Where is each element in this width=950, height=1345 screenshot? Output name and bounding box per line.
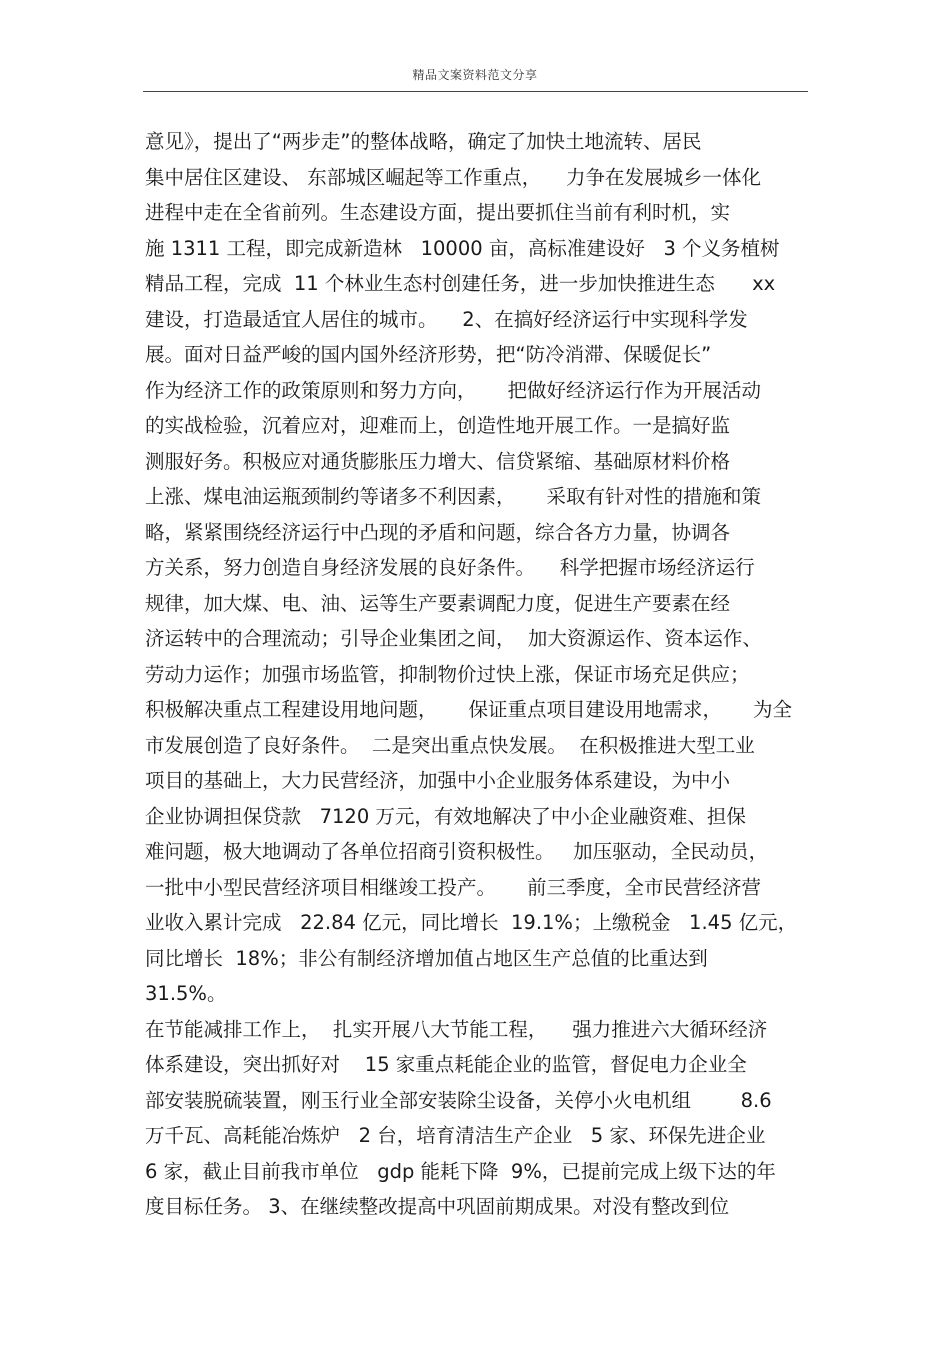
body-line: 在节能减排工作上， 扎实开展八大节能工程， 强力推进六大循环经济 <box>145 1017 768 1041</box>
body-line: 上涨、煤电油运瓶颈制约等诸多不利因素， 采取有针对性的措施和策 <box>145 485 761 508</box>
body-line: 31.5%。 <box>145 982 227 1005</box>
body-line: 建设，打造最适宜人居住的城市。 2、在搞好经济运行中实现科学发 <box>145 307 748 331</box>
body-line: 测服好务。积极应对通货膨胀压力增大、信贷紧缩、基础原材料价格 <box>145 449 731 473</box>
body-line: 规律，加大煤、电、油、运等生产要素调配力度，促进生产要素在经 <box>145 591 731 615</box>
header-divider <box>143 91 808 92</box>
body-line: 万千瓦、高耗能冶炼炉 2 台，培育清洁生产企业 5 家、环保先进企业 <box>145 1124 766 1147</box>
body-line: 劳动力运作；加强市场监管，抑制物价过快上涨，保证市场充足供应； <box>145 662 750 686</box>
body-line: 作为经济工作的政策原则和努力方向， 把做好经济运行作为开展活动 <box>145 378 761 402</box>
body-line: 市发展创造了良好条件。 二是突出重点快发展。 在积极推进大型工业 <box>145 733 755 757</box>
page-header: 精品文案资料范文分享 <box>412 68 538 82</box>
body-line: 业收入累计完成 22.84 亿元，同比增长 19.1%；上缴税金 1.45 亿元， <box>145 911 798 934</box>
body-line: 企业协调担保贷款 7120 万元，有效地解决了中小企业融资难、担保 <box>145 804 746 828</box>
body-line: 意见》，提出了“两步走”的整体战略，确定了加快土地流转、居民 <box>145 130 702 153</box>
body-line: 精品工程，完成 11 个林业生态村创建任务，进一步加快推进生态 xx <box>145 272 776 295</box>
body-line: 部安装脱硫装置，刚玉行业全部安装除尘设备，关停小火电机组 8.6 <box>145 1088 772 1112</box>
body-line: 方关系，努力创造自身经济发展的良好条件。 科学把握市场经济运行 <box>145 556 755 579</box>
body-line: 项目的基础上，大力民营经济，加强中小企业服务体系建设，为中小 <box>145 769 731 792</box>
body-line: 一批中小型民营经济项目相继竣工投产。 前三季度，全市民营经济营 <box>145 875 761 899</box>
body-line: 进程中走在全省前列。生态建设方面，提出要抓住当前有利时机，实 <box>145 201 731 224</box>
body-line: 的实战检验，沉着应对，迎难而上，创造性地开展工作。一是搞好监 <box>145 414 731 437</box>
body-line: 展。面对日益严峻的国内国外经济形势，把“防冷消滞、保暖促长” <box>145 343 712 366</box>
body-line: 积极解决重点工程建设用地问题， 保证重点项目建设用地需求， 为全 <box>145 698 792 721</box>
body-line: 略，紧紧围绕经济运行中凸现的矛盾和问题，综合各方力量，协调各 <box>145 520 731 544</box>
body-line: 济运转中的合理流动；引导企业集团之间， 加大资源运作、资本运作、 <box>145 627 762 650</box>
document-body <box>145 124 810 1225</box>
body-line: 集中居住区建设、 东部城区崛起等工作重点， 力争在发展城乡一体化 <box>145 165 761 189</box>
body-line: 同比增长 18%；非公有制经济增加值占地区生产总值的比重达到 <box>145 946 708 970</box>
body-line: 体系建设，突出抓好对 15 家重点耗能企业的监管，督促电力企业全 <box>145 1053 747 1076</box>
body-line: 6 家，截止目前我市单位 gdp 能耗下降 9%，已提前完成上级下达的年 <box>145 1159 776 1183</box>
body-line: 难问题，极大地调动了各单位招商引资积极性。 加压驱动，全民动员， <box>145 840 769 863</box>
body-line: 施 1311 工程，即完成新造林 10000 亩，高标准建设好 3 个义务植树 <box>145 236 780 260</box>
body-line: 度目标任务。 3、在继续整改提高中巩固前期成果。对没有整改到位 <box>145 1195 730 1218</box>
